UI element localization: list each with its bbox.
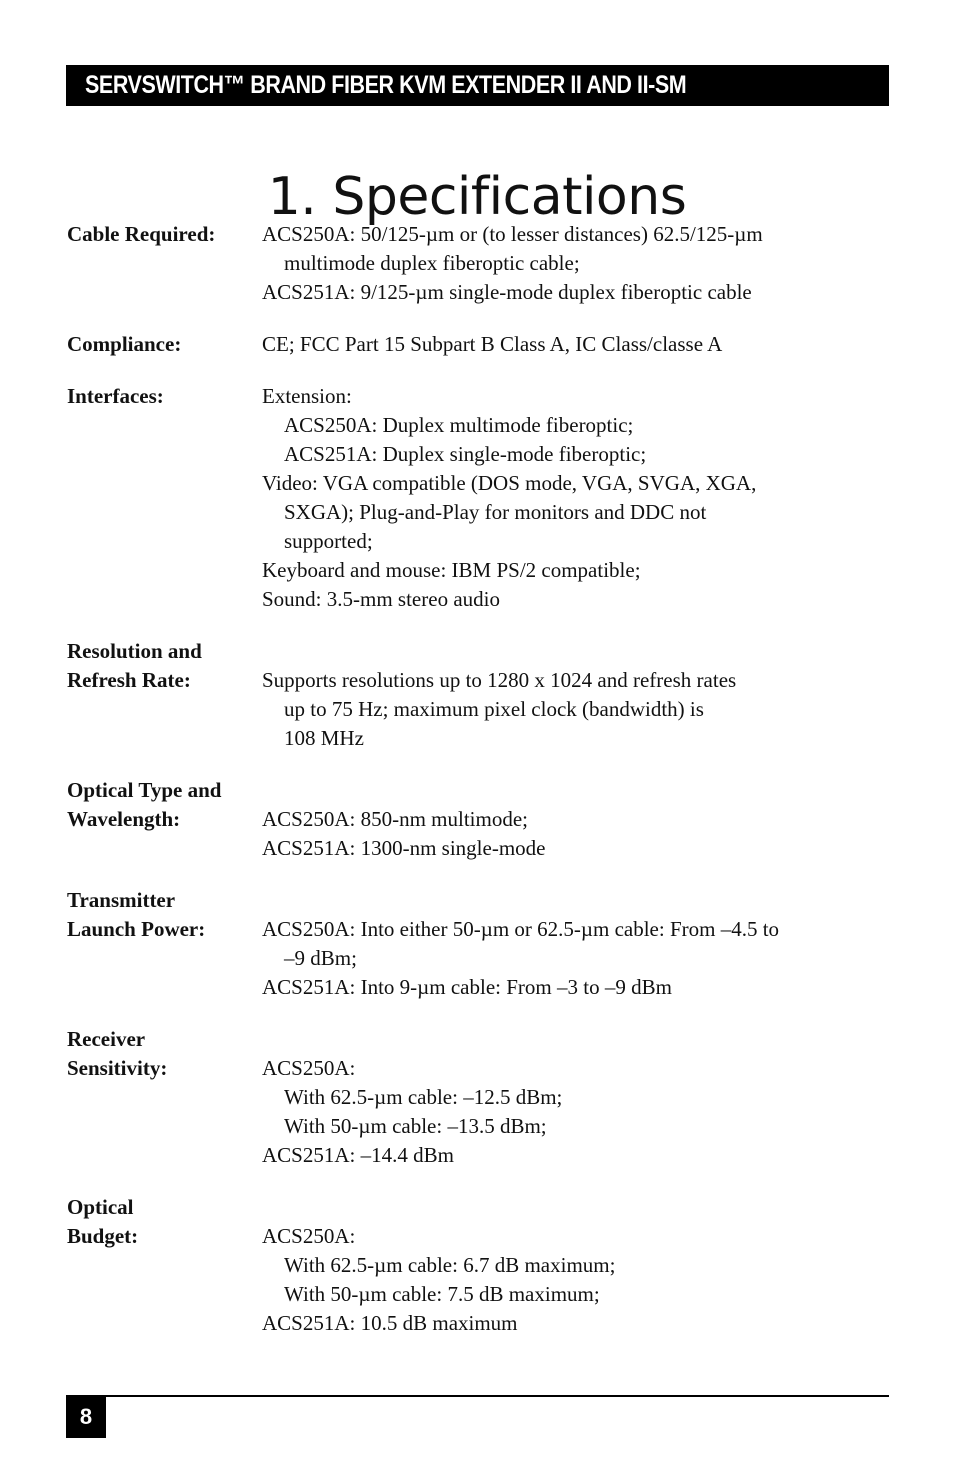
spec-value-line: ACS251A: Duplex single-mode fiberoptic; [284,442,647,466]
spec-value-line: 108 MHz [284,726,364,750]
spec-value-line: ACS251A: 10.5 dB maximum [262,1311,518,1335]
spec-value-line: With 62.5-µm cable: 6.7 dB maximum; [284,1253,616,1277]
spec-label-line: Cable Required: [67,222,216,246]
page-number-box [66,1396,106,1438]
page-title: 1. Specifications [267,166,687,227]
page-number: 8 [79,1404,93,1429]
spec-value [262,776,897,863]
spec-value-line: With 50-µm cable: –13.5 dBm; [284,1114,547,1138]
spec-label-line: Refresh Rate: [67,668,191,692]
spec-value [262,382,897,614]
spec-label [67,886,262,1002]
spec-label-line: Optical Type and [67,778,222,802]
spec-label-line: Budget: [67,1224,139,1248]
specifications-list [67,220,897,1338]
spec-row [67,637,897,753]
spec-value-line: ACS250A: 850-nm multimode; [262,807,529,831]
spec-value-line: Video: VGA compatible (DOS mode, VGA, SVGA, XGA, [262,471,757,495]
spec-label-line: Sensitivity: [67,1056,168,1080]
spec-value-line: ACS250A: Into either 50-µm or 62.5-µm cable: From –4.5 to [262,917,780,941]
spec-label-line: Interfaces: [67,384,164,408]
running-header-title: SERVSWITCH™ BRAND FIBER KVM EXTENDER II AND II-SM [85,71,687,99]
spec-row [67,886,897,1002]
spec-value-line: ACS250A: Duplex multimode fiberoptic; [284,413,634,437]
spec-label-line: Receiver [67,1027,146,1051]
spec-value-line: multimode duplex fiberoptic cable; [284,251,580,275]
spec-value-line: ACS250A: 50/125-µm or (to lesser distances) 62.5/125-µm [262,222,763,246]
spec-value [262,220,897,307]
spec-label [67,382,262,614]
spec-label-line: Optical [67,1195,134,1219]
spec-row [67,1193,897,1338]
spec-row [67,776,897,863]
footer-rule [66,1395,889,1397]
spec-value [262,1025,897,1170]
spec-value-line: Sound: 3.5-mm stereo audio [262,587,500,611]
spec-label-line: Launch Power: [67,917,206,941]
spec-value [262,330,897,359]
spec-row [67,382,897,614]
spec-row [67,330,897,359]
spec-value-line: ACS250A: [262,1224,356,1248]
spec-value-line: –9 dBm; [284,946,357,970]
spec-value-line: Keyboard and mouse: IBM PS/2 compatible; [262,558,641,582]
spec-label [67,637,262,753]
running-header [66,65,889,106]
spec-label [67,330,262,359]
spec-row [67,220,897,307]
spec-label-line: Resolution and [67,639,202,663]
spec-value-line: CE; FCC Part 15 Subpart B Class A, IC Class/classe A [262,332,723,356]
spec-value-line: Supports resolutions up to 1280 x 1024 and refresh rates [262,668,737,692]
spec-label-line: Transmitter [67,888,176,912]
spec-value-line: SXGA); Plug-and-Play for monitors and DDC not [284,500,707,524]
spec-value-line: supported; [284,529,373,553]
spec-row [67,1025,897,1170]
spec-value-line: ACS251A: –14.4 dBm [262,1143,454,1167]
spec-value-line: With 62.5-µm cable: –12.5 dBm; [284,1085,563,1109]
spec-value-line: ACS251A: 1300-nm single-mode [262,836,546,860]
spec-value-line: With 50-µm cable: 7.5 dB maximum; [284,1282,600,1306]
spec-value-line: up to 75 Hz; maximum pixel clock (bandwidth) is [284,697,704,721]
spec-label-line: Compliance: [67,332,182,356]
spec-label [67,1025,262,1170]
spec-value-line: ACS250A: [262,1056,356,1080]
spec-label [67,1193,262,1338]
spec-value [262,1193,897,1338]
spec-label [67,220,262,307]
spec-value-line: Extension: [262,384,352,408]
spec-value [262,886,897,1002]
spec-value [262,637,897,753]
spec-label-line: Wavelength: [67,807,181,831]
spec-value-line: ACS251A: 9/125-µm single-mode duplex fiberoptic cable [262,280,752,304]
spec-label [67,776,262,863]
spec-value-line: ACS251A: Into 9-µm cable: From –3 to –9 dBm [262,975,672,999]
